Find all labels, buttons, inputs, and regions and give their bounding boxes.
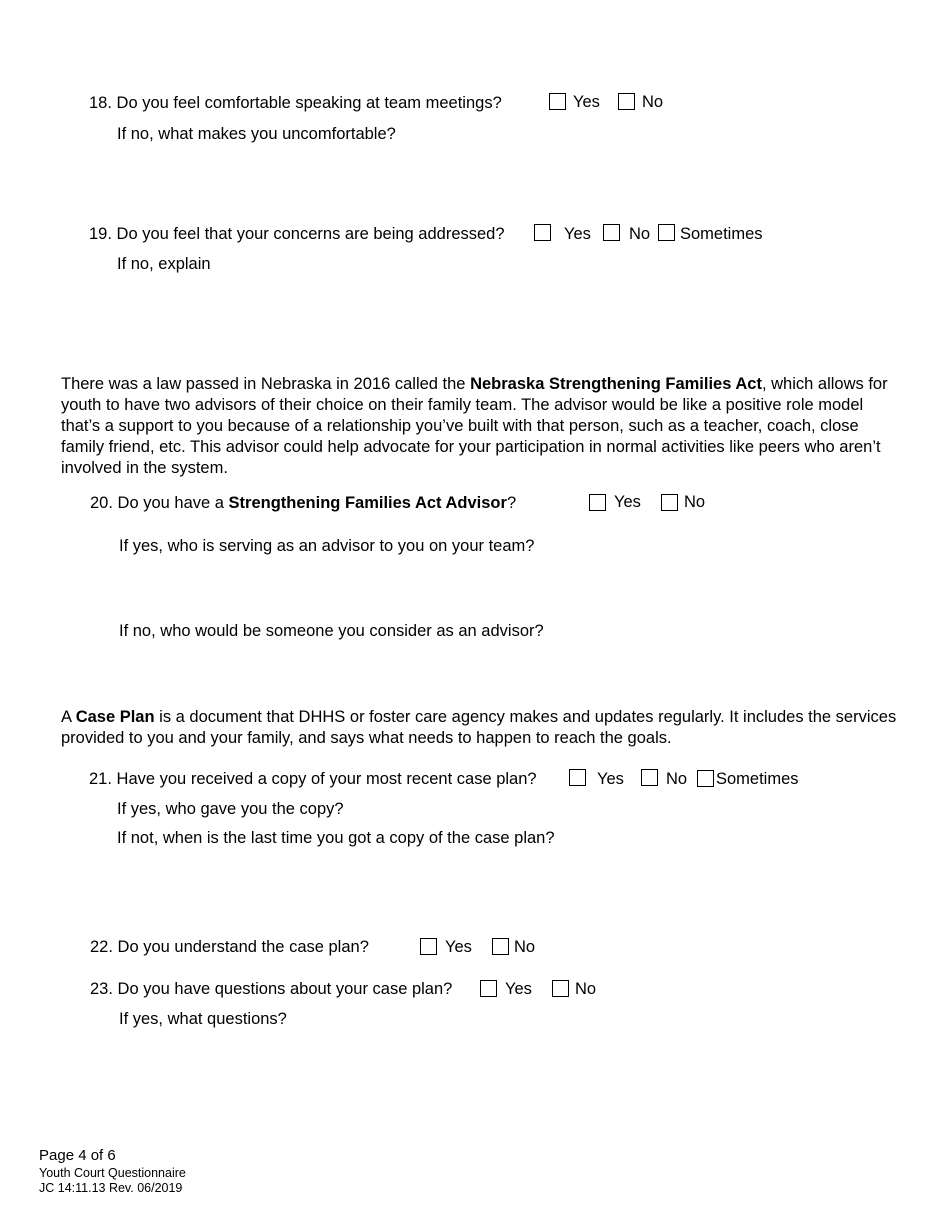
q23-question bbox=[90, 979, 452, 999]
q21-yes-label: Yes bbox=[597, 770, 624, 788]
q21-yes-checkbox[interactable] bbox=[569, 769, 586, 786]
q20-number: 20. bbox=[90, 494, 113, 512]
case-plan-paragraph bbox=[61, 707, 906, 749]
q22-no-checkbox[interactable] bbox=[492, 938, 509, 955]
q18-yes-label: Yes bbox=[573, 93, 600, 111]
case-plan-paragraph-post: is a document that DHHS or foster care agency makes and updates regularly. It includes the services provided to you and your family, and says what needs to happen to reach the goals. bbox=[61, 708, 897, 747]
q23-number: 23. bbox=[90, 980, 113, 998]
q23-yes-label: Yes bbox=[505, 980, 532, 998]
q20-text-pre: Do you have a bbox=[117, 494, 229, 512]
q22-yes-label: Yes bbox=[445, 938, 472, 956]
q19-sometimes-checkbox[interactable] bbox=[658, 224, 675, 241]
q22-question bbox=[90, 937, 369, 957]
q20-no-checkbox[interactable] bbox=[661, 494, 678, 511]
q19-no-checkbox[interactable] bbox=[603, 224, 620, 241]
q23-followup: If yes, what questions? bbox=[119, 1010, 287, 1028]
q20-text-bold: Strengthening Families Act Advisor bbox=[228, 494, 507, 512]
q22-yes-checkbox[interactable] bbox=[420, 938, 437, 955]
q20-followup-no: If no, who would be someone you consider as an advisor? bbox=[119, 622, 544, 640]
sfa-paragraph-pre: There was a law passed in Nebraska in 2016 called the bbox=[61, 375, 471, 393]
q19-yes-checkbox[interactable] bbox=[534, 224, 551, 241]
q23-no-checkbox[interactable] bbox=[552, 980, 569, 997]
q18-followup: If no, what makes you uncomfortable? bbox=[117, 125, 396, 143]
q21-followup-yes: If yes, who gave you the copy? bbox=[117, 800, 344, 818]
sfa-paragraph-bold: Nebraska Strengthening Families Act bbox=[470, 375, 762, 393]
q23-no-label: No bbox=[575, 980, 597, 998]
q21-question bbox=[89, 769, 537, 789]
q19-no-label: No bbox=[629, 225, 651, 243]
q23-yes-checkbox[interactable] bbox=[480, 980, 497, 997]
case-plan-paragraph-bold: Case Plan bbox=[75, 708, 155, 726]
q18-yes-checkbox[interactable] bbox=[549, 93, 566, 110]
q20-no-label: No bbox=[684, 493, 706, 511]
q21-sometimes-checkbox[interactable] bbox=[697, 770, 714, 787]
footer-form-name: Youth Court Questionnaire bbox=[39, 1166, 186, 1180]
q20-yes-checkbox[interactable] bbox=[589, 494, 606, 511]
q19-sometimes-label: Sometimes bbox=[680, 225, 763, 243]
q19-yes-label: Yes bbox=[564, 225, 591, 243]
q19-number: 19. bbox=[89, 225, 112, 243]
case-plan-paragraph-pre: A bbox=[61, 708, 76, 726]
q21-text: Have you received a copy of your most recent case plan? bbox=[116, 770, 537, 788]
q20-yes-label: Yes bbox=[614, 493, 641, 511]
q21-no-checkbox[interactable] bbox=[641, 769, 658, 786]
q21-sometimes-label: Sometimes bbox=[716, 770, 799, 788]
q22-number: 22. bbox=[90, 938, 113, 956]
footer-form-code: JC 14:11.13 Rev. 06/2019 bbox=[39, 1181, 183, 1195]
q23-text: Do you have questions about your case plan? bbox=[117, 980, 453, 998]
q21-no-label: No bbox=[666, 770, 688, 788]
sfa-paragraph-post: , which allows for youth to have two advisors of their choice on their family team. The advisor would be like a positive role model that’s a support to you because of a relationship you’ve built with that person, such as a teacher, coach, close family friend, etc. This advisor could help advocate for your participation in normal activities like peers who aren’t involved in the system. bbox=[61, 375, 888, 477]
q20-text-post: ? bbox=[506, 494, 517, 512]
q18-number: 18. bbox=[89, 94, 112, 112]
q22-no-label: No bbox=[514, 938, 536, 956]
footer-page-number: Page 4 of 6 bbox=[39, 1147, 116, 1164]
q21-number: 21. bbox=[89, 770, 112, 788]
q18-question bbox=[89, 93, 502, 113]
q18-text: Do you feel comfortable speaking at team meetings? bbox=[116, 94, 502, 112]
q18-no-checkbox[interactable] bbox=[618, 93, 635, 110]
q18-no-label: No bbox=[642, 93, 664, 111]
q19-followup: If no, explain bbox=[117, 255, 211, 273]
q19-question bbox=[89, 224, 505, 244]
q20-followup-yes: If yes, who is serving as an advisor to you on your team? bbox=[119, 537, 535, 555]
q21-followup-no: If not, when is the last time you got a copy of the case plan? bbox=[117, 829, 555, 847]
q19-text: Do you feel that your concerns are being addressed? bbox=[116, 225, 505, 243]
q22-text: Do you understand the case plan? bbox=[117, 938, 369, 956]
q20-question bbox=[90, 493, 516, 513]
sfa-paragraph bbox=[61, 374, 906, 479]
